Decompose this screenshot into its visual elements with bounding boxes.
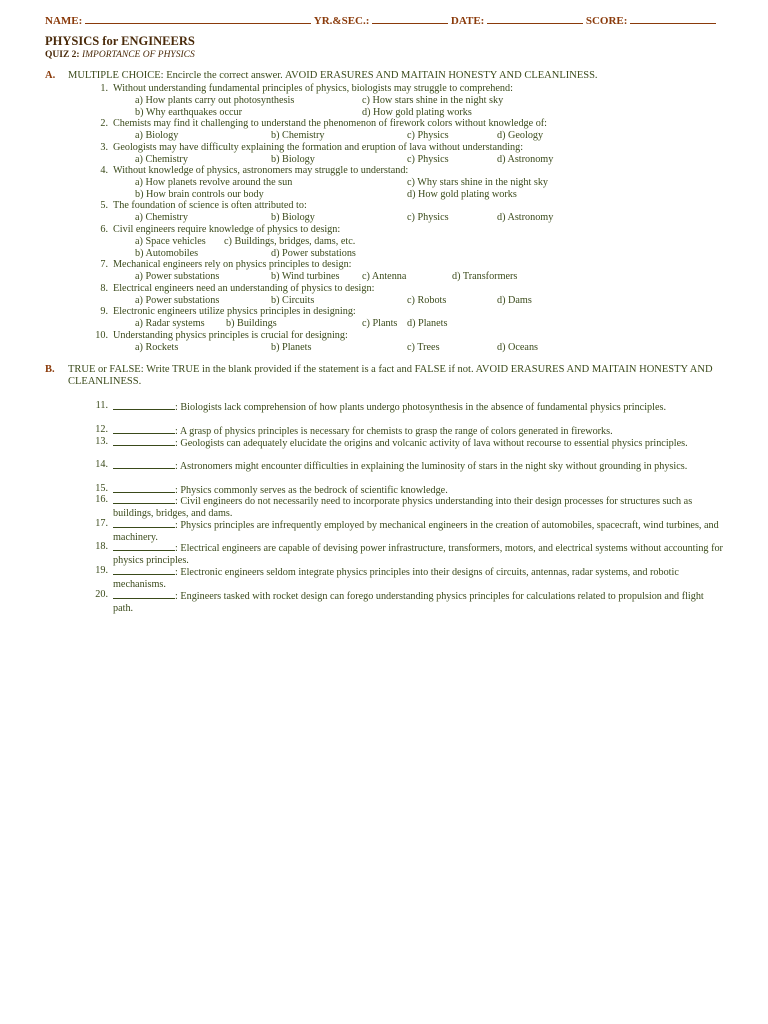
name-label: NAME: [45,15,83,27]
question-stem: Electrical engineers need an understanding of physics to design: [113,283,375,294]
question-stem: Civil engineers require knowledge of physics to design: [113,224,341,235]
tf-item-14 [90,459,730,473]
choice-d[interactable]: d) Oceans [497,342,539,353]
date-label: DATE: [450,15,485,27]
choice-b[interactable]: b) Wind turbines [271,271,340,282]
choice-a[interactable]: a) Chemistry [135,212,188,223]
question-stem: Understanding physics principles is crucial for designing: [113,330,348,341]
item-number: 18. [95,541,108,552]
choice-d[interactable]: d) Geology [497,130,544,141]
item-number: 15. [95,483,108,494]
choice-b[interactable]: b) Planets [271,342,312,353]
question-number: 10. [95,330,108,341]
tf-item-13 [90,436,730,450]
answer-blank[interactable] [113,483,175,493]
statement-text: : A grasp of physics principles is necessary for chemists to grasp the range of colors generated in fireworks. [175,426,613,437]
statement [113,400,723,414]
choice-a[interactable]: a) Biology [135,130,179,141]
question-number: 2. [100,118,108,129]
header-fields [45,13,735,28]
choice-b[interactable]: b) Why earthquakes occur [135,107,243,118]
choice-c[interactable]: c) Trees [407,342,440,353]
choice-c[interactable]: c) Antenna [362,271,407,282]
choice-d[interactable]: d) Astronomy [497,212,554,223]
score-label: SCORE: [585,15,628,27]
statement [113,589,723,615]
choice-d[interactable]: d) Astronomy [497,154,554,165]
answer-blank[interactable] [113,424,175,434]
item-number: 13. [95,436,108,447]
item-number: 16. [95,494,108,505]
question-stem: Without knowledge of physics, astronomers may struggle to understand: [113,165,409,176]
choice-c[interactable]: c) Robots [407,295,447,306]
choice-a[interactable]: a) Rockets [135,342,179,353]
choice-d[interactable]: d) Dams [497,295,532,306]
choice-c[interactable]: c) Physics [407,212,449,223]
question-number: 9. [100,306,108,317]
statement-text: : Civil engineers do not necessarily need to incorporate physics understanding into their design processes for structures such as buildings, bridges, and dams. [113,496,693,519]
answer-blank[interactable] [113,436,175,446]
choice-a[interactable]: a) Power substations [135,271,220,282]
yrsec-blank[interactable] [372,13,448,24]
choice-a[interactable]: a) How planets revolve around the sun [135,177,293,188]
tf-item-11 [90,400,730,414]
choice-c[interactable]: c) How stars shine in the night sky [362,95,504,106]
choice-b[interactable]: b) Automobiles [135,248,199,259]
answer-blank[interactable] [113,541,175,551]
answer-blank[interactable] [113,459,175,469]
question-number: 1. [100,83,108,94]
choice-b[interactable]: b) Biology [271,154,315,165]
statement-text: : Biologists lack comprehension of how plants undergo photosynthesis in the absence of fundamental physics principles. [175,402,666,413]
question-number: 7. [100,259,108,270]
choice-d[interactable]: d) How gold plating works [362,107,472,118]
item-number: 17. [95,518,108,529]
question-number: 6. [100,224,108,235]
choice-a[interactable]: a) Power substations [135,295,220,306]
statement [113,565,723,591]
quiz-label: QUIZ 2: [45,50,80,60]
choice-d[interactable]: d) Transformers [452,271,518,282]
section-b-letter: B. [45,364,55,375]
choice-d[interactable]: d) How gold plating works [407,189,517,200]
item-number: 14. [95,459,108,470]
statement-text: : Electronic engineers seldom integrate physics principles into their designs of circuits, antennas, radar systems, and robotic mechanisms. [113,567,679,590]
choice-b[interactable]: b) Buildings [226,318,277,329]
name-blank[interactable] [85,13,311,24]
choice-c[interactable]: c) Buildings, bridges, dams, etc. [224,236,356,247]
answer-blank[interactable] [113,518,175,528]
tf-item-20 [90,589,730,615]
question-stem: Electronic engineers utilize physics principles in designing: [113,306,356,317]
choice-a[interactable]: a) Chemistry [135,154,188,165]
question-number: 5. [100,200,108,211]
statement-text: : Engineers tasked with rocket design can forego understanding physics principles for calculations related to propulsion and flight path. [113,591,704,614]
section-a-heading [45,70,745,82]
choice-a[interactable]: a) Radar systems [135,318,205,329]
answer-blank[interactable] [113,589,175,599]
statement [113,436,723,450]
item-number: 20. [95,589,108,600]
page-title: PHYSICS for ENGINEERS [45,34,195,48]
tf-item-19 [90,565,730,591]
choice-b[interactable]: b) Chemistry [271,130,325,141]
choice-b[interactable]: b) Biology [271,212,315,223]
answer-blank[interactable] [113,400,175,410]
section-b-instruction: TRUE or FALSE: Write TRUE in the blank provided if the statement is a fact and FALSE if not. AVOID ERASURES AND MAITAIN HONESTY AND CLEANLINESS. [68,364,713,387]
answer-blank[interactable] [113,494,175,504]
statement [113,494,723,520]
statement-text: : Astronomers might encounter difficulties in explaining the luminosity of stars in the night sky without grounding in physics. [175,461,688,472]
choice-c[interactable]: c) Plants [362,318,398,329]
statement-text: : Electrical engineers are capable of devising power infrastructure, transformers, motors, and electrical systems without accounting for physics principles. [113,543,723,566]
section-a-instruction: MULTIPLE CHOICE: Encircle the correct answer. AVOID ERASURES AND MAITAIN HONESTY AND CLEANLINESS. [68,70,598,81]
score-blank[interactable] [630,13,716,24]
choice-d[interactable]: d) Power substations [271,248,356,259]
question-stem: Chemists may find it challenging to understand the phenomenon of firework colors without knowledge of: [113,118,548,129]
choice-b[interactable]: b) Circuits [271,295,315,306]
question-number: 3. [100,142,108,153]
tf-item-16 [90,494,730,520]
choice-c[interactable]: c) Why stars shine in the night sky [407,177,549,188]
item-number: 19. [95,565,108,576]
choice-d[interactable]: d) Planets [407,318,448,329]
answer-blank[interactable] [113,565,175,575]
choice-c[interactable]: c) Physics [407,130,449,141]
statement-text: : Geologists can adequately elucidate the origins and volcanic activity of lava without recourse to essential physics principles. [175,438,688,449]
statement [113,459,723,473]
choice-a[interactable]: a) Space vehicles [135,236,206,247]
choice-b[interactable]: b) How brain controls our body [135,189,264,200]
yrsec-label: YR.&SEC.: [313,15,370,27]
statement-text: : Physics commonly serves as the bedrock of scientific knowledge. [175,485,448,496]
question-stem: Without understanding fundamental principles of physics, biologists may struggle to comprehend: [113,83,513,94]
statement [113,518,723,544]
statement-text: : Physics principles are infrequently employed by mechanical engineers in the creation of automobiles, spacecraft, wind turbines, and machinery. [113,520,719,543]
tf-item-18 [90,541,730,567]
quiz-topic: IMPORTANCE OF PHYSICS [81,50,195,60]
section-b-heading [45,364,745,388]
question-stem: The foundation of science is often attributed to: [113,200,307,211]
choice-a[interactable]: a) How plants carry out photosynthesis [135,95,295,106]
tf-item-17 [90,518,730,544]
question-number: 8. [100,283,108,294]
question-number: 4. [100,165,108,176]
date-blank[interactable] [487,13,583,24]
choice-c[interactable]: c) Physics [407,154,449,165]
question-stem: Mechanical engineers rely on physics principles to design: [113,259,352,270]
statement [113,541,723,567]
section-a-letter: A. [45,70,56,81]
quiz-subtitle [45,50,195,62]
item-number: 12. [95,424,108,435]
item-number: 11. [95,400,108,411]
question-stem: Geologists may have difficulty explaining the formation and eruption of lava without understanding: [113,142,524,153]
